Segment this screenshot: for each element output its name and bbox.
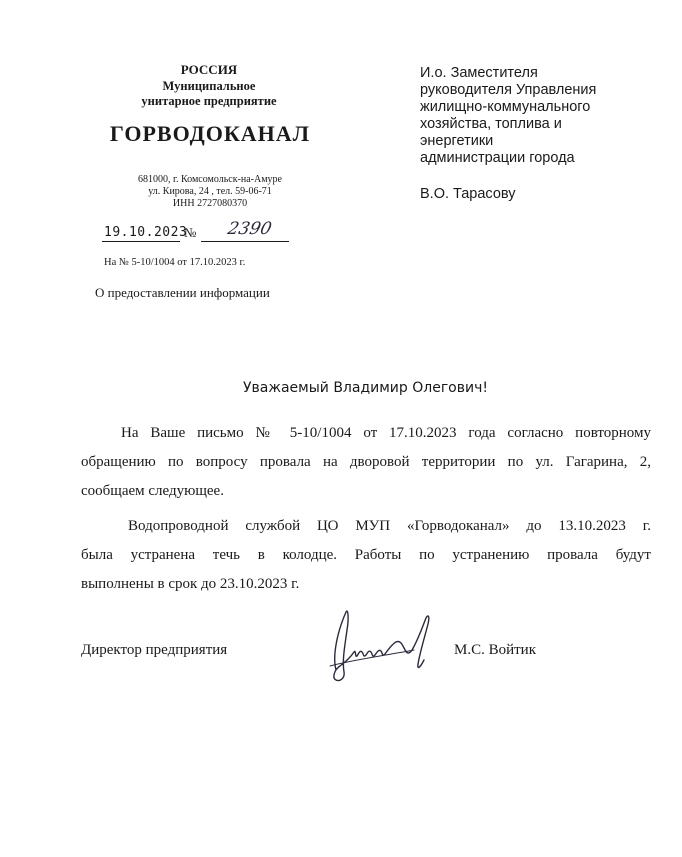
letterhead-inn: ИНН 2727080370 bbox=[172, 198, 248, 209]
letterhead-org-type-1: Муниципальное bbox=[162, 79, 256, 93]
addressee-line: руководителя Управления bbox=[420, 82, 597, 98]
body-p2-line-2: была устранена течь в колодце. Работы по устранению провала будут bbox=[81, 547, 651, 563]
addressee-line: жилищно-коммунального bbox=[420, 99, 591, 115]
addressee-line: администрации города bbox=[420, 150, 575, 166]
body-p1-line-3: сообщаем следующее. bbox=[81, 483, 224, 499]
body-p1-line-1: На Ваше письмо № 5-10/1004 от 17.10.2023 года согласно повторному bbox=[121, 425, 651, 441]
addressee-line: И.о. Заместителя bbox=[420, 65, 538, 81]
date-underline bbox=[102, 241, 180, 242]
signatory-title: Директор предприятия bbox=[81, 642, 228, 658]
registration-date: 19.10.2023 bbox=[104, 225, 188, 240]
body-p1-line-2: обращению по вопросу провала на дворовой территории по ул. Гагарина, 2, bbox=[81, 454, 651, 470]
addressee-line: хозяйства, топлива и bbox=[420, 116, 562, 132]
registration-number-sign: № bbox=[184, 225, 197, 240]
reply-reference: На № 5-10/1004 от 17.10.2023 г. bbox=[104, 257, 246, 268]
letter-subject: О предоставлении информации bbox=[95, 285, 270, 300]
handwritten-signature bbox=[322, 600, 447, 690]
addressee-name: В.О. Тарасову bbox=[420, 186, 516, 202]
registration-number: 2390 bbox=[225, 219, 274, 239]
signatory-name: М.С. Войтик bbox=[454, 642, 536, 658]
number-underline bbox=[201, 241, 289, 242]
addressee-line: энергетики bbox=[420, 133, 494, 149]
body-p2-line-3: выполнены в срок до 23.10.2023 г. bbox=[81, 576, 300, 592]
greeting: Уважаемый Владимир Олегович! bbox=[243, 380, 488, 396]
letterhead-address-1: 681000, г. Комсомольск-на-Амуре bbox=[137, 174, 282, 185]
letterhead-address-2: ул. Кирова, 24 , тел. 59-06-71 bbox=[148, 186, 272, 197]
letterhead-org-name: ГОРВОДОКАНАЛ bbox=[109, 121, 311, 146]
body-p2-line-1: Водопроводной службой ЦО МУП «Горводоканал» до 13.10.2023 г. bbox=[128, 518, 651, 534]
letterhead-org-type-2: унитарное предприятие bbox=[141, 94, 277, 108]
letterhead-country: РОССИЯ bbox=[180, 62, 238, 77]
